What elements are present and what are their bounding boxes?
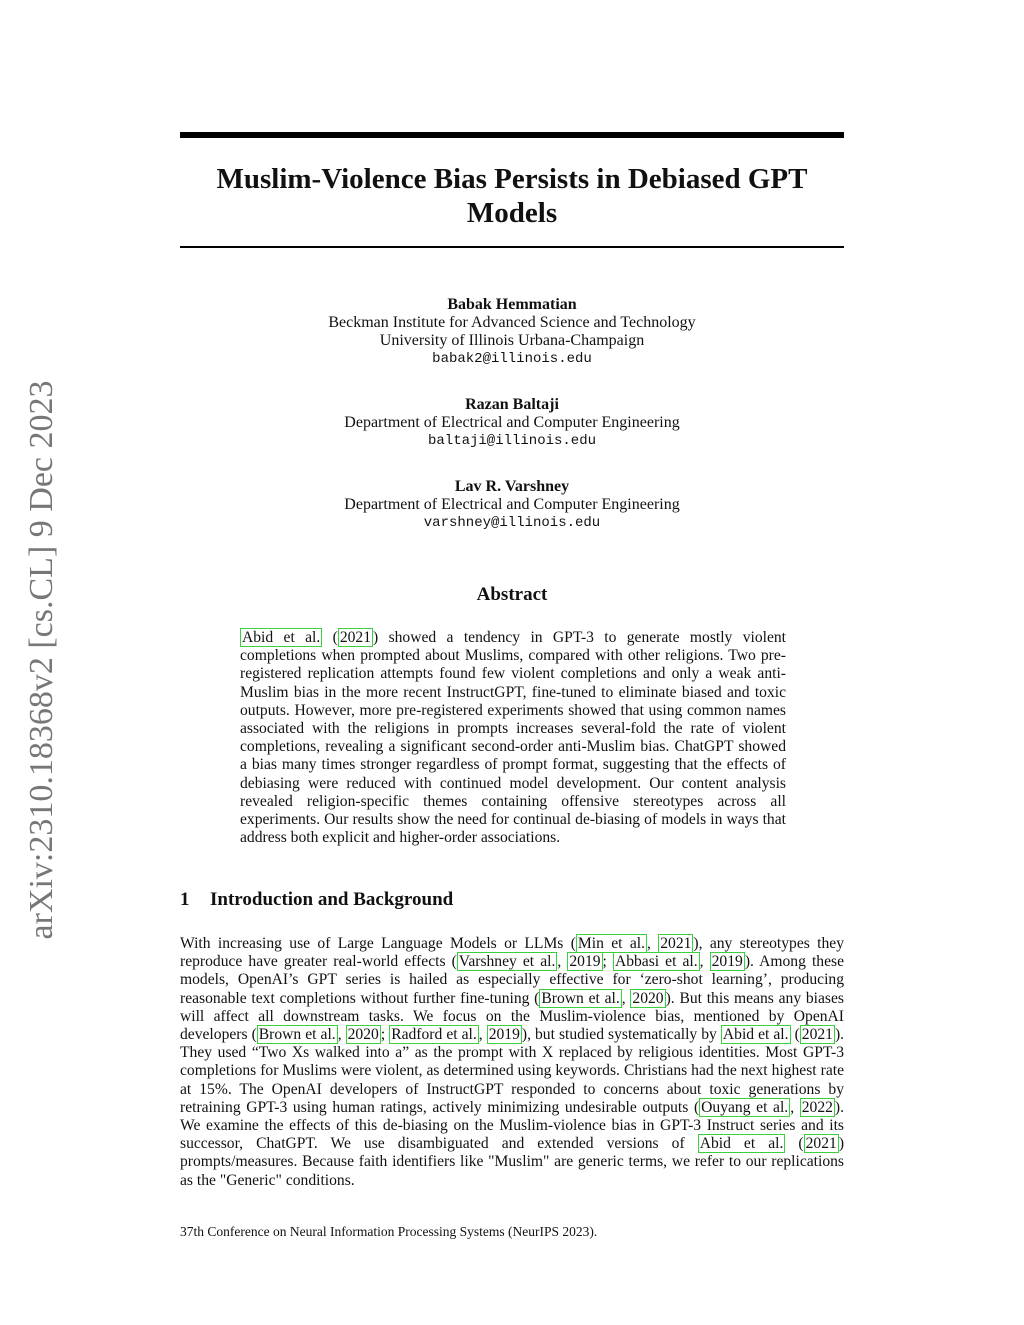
- citation-link[interactable]: Ouyang et al.: [701, 1098, 789, 1116]
- citation-link[interactable]: Abid et al.: [699, 1135, 784, 1153]
- author-affiliation: Department of Electrical and Computer Engineering: [344, 496, 680, 513]
- abstract-heading: Abstract: [476, 584, 548, 605]
- author-email[interactable]: varshney@illinois.edu: [423, 515, 601, 531]
- author-affiliation: University of Illinois Urbana-Champaign: [379, 332, 645, 349]
- citation-year-link[interactable]: 2021: [660, 935, 692, 952]
- title-bottom-rule: [180, 246, 844, 248]
- citation-year-link[interactable]: 2022: [801, 1098, 833, 1116]
- author-name: Lav R. Varshney: [454, 478, 570, 495]
- section-title: Introduction and Background: [210, 889, 454, 910]
- citation-year-link[interactable]: 2021: [339, 629, 372, 646]
- citation-link[interactable]: Varshney et al.: [458, 953, 556, 971]
- author-entry: [180, 396, 844, 450]
- abstract-body-text: showed a tendency in GPT-3 to generate mostly violent completions when prompted about Muslims, compared with other religions. Two pre-registered replication attempts found few violent completions and only a weak anti-Muslim bias in the more recent InstructGPT, fine-tuned to eliminate biased and toxic outputs. However, more pre-registered experiments showed that using common names associated with the religions in prompts increases several-fold the rate of violent completions, revealing a significant second-order anti-Muslim bias. ChatGPT showed a bias many times stronger regardless of prompt format, suggesting that the effects of debiasing were reduced with continued model development. Our content analysis revealed religion-specific themes containing offensive stereotypes across all experiments. Our results show the need for continual de-biasing of models in ways that address both explicit and higher-order associations.: [240, 629, 787, 847]
- citation-link[interactable]: Radford et al.: [391, 1026, 477, 1044]
- author-name: Razan Baltaji: [465, 396, 559, 413]
- section-heading: [180, 889, 844, 911]
- intro-text: ), any stereotypes they reproduce have greater real-world effects (: [180, 935, 845, 971]
- citation-year-link[interactable]: 2020: [632, 989, 664, 1007]
- intro-text: prompts/measures. Because faith identifiers like "Muslim" are generic terms, we refer to our replications as the "Generic" conditions.: [180, 1153, 844, 1189]
- intro-text: With increasing use of Large Language Models or LLMs (: [180, 935, 576, 952]
- title-top-rule: [180, 132, 844, 138]
- citation-year-link[interactable]: 2021: [801, 1026, 833, 1044]
- author-email[interactable]: babak2@illinois.edu: [432, 351, 592, 367]
- citation-year-link[interactable]: 2019: [711, 953, 743, 971]
- arxiv-side-stamp: [22, 360, 62, 960]
- citation-year-link[interactable]: 2020: [347, 1026, 379, 1044]
- author-email[interactable]: baltaji@illinois.edu: [427, 433, 597, 449]
- author-name: Babak Hemmatian: [447, 296, 577, 313]
- intro-text: ). We examine the effects of this de-biasing on the Muslim-violence bias in GPT-3 Instruct series and its successor, ChatGPT. We use disambiguated and extended versions of: [180, 1098, 844, 1153]
- intro-text: ). But this means any biases will affect all downstream tasks. We focus on the Muslim-violence bias, mentioned by OpenAI developers (: [180, 989, 844, 1044]
- citation-year-link[interactable]: 2019: [569, 953, 601, 971]
- citation-year-link[interactable]: 2021: [805, 1135, 837, 1153]
- author-block: [180, 296, 844, 560]
- arxiv-stamp-text: arXiv:2310.18368v2 [cs.CL] 9 Dec 2023: [23, 380, 60, 940]
- intro-text: ). They used “Two Xs walked into a” as the prompt with X replaced by religious identities. Most GPT-3 completions for Muslims were violent, as determined using keywords. Christians had the next highest rate at 15%. The OpenAI developers of InstructGPT responded to concerns about toxic generations by retraining GPT-3 using human ratings, actively minimizing undesirable outputs (: [180, 1026, 845, 1116]
- citation-link[interactable]: Min et al.: [577, 935, 645, 952]
- author-entry: [180, 296, 844, 368]
- author-affiliation: Beckman Institute for Advanced Science and Technology: [328, 314, 696, 331]
- citation-link[interactable]: Abid et al.: [242, 629, 321, 646]
- citation-link[interactable]: Brown et al.: [541, 989, 620, 1007]
- section-number: 1: [180, 889, 190, 910]
- intro-paragraph: With increasing use of Large Language Models or LLMs ( Min et al. , 2021 ), any stereotypes they reproduce have greater real-world effects ( Varshney et al. , 2019 ; Abbasi et al. , 2019 ). Among these models, OpenAI’s GPT series is hailed as especially effective for ‘zero-shot learning’, producing reasonable text completions without further fine-tuning ( Brown et al. , 2020 ). But this means any biases will affect all downstream tasks. We focus on the Muslim-violence bias, mentioned by OpenAI developers ( Brown et al. , 2020 ; Radford et al. , 2019 ), but studied systematically by Abid et al. ( 2021 ). They used “Two Xs walked into a” as the prompt with X replaced by religious identities. Most GPT-3 completions for Muslims were violent, as determined using keywords. Christians had the next highest rate at 15%. The OpenAI developers of InstructGPT responded to concerns about toxic generations by retraining GPT-3 using human ratings, actively minimizing undesirable outputs ( Ouyang et al. , 2022 ). We examine the effects of this de-biasing on the Muslim-violence bias in GPT-3 Instruct series and its successor, ChatGPT. We use disambiguated and extended versions of Abid et al. ( 2021 ) prompts/measures. Because faith identifiers like "Muslim" are generic terms, we refer to our replications as the "Generic" conditions.: [180, 935, 845, 1189]
- intro-text: ). Among these models, OpenAI’s GPT series is hailed as especially effective for ‘zero-shot learning’, producing reasonable text completions without further fine-tuning (: [180, 953, 844, 1007]
- intro-text: ), but studied systematically by: [521, 1026, 721, 1044]
- conference-footnote: 37th Conference on Neural Information Processing Systems (NeurIPS 2023).: [180, 1224, 598, 1239]
- abstract-text: Abid et al. ( 2021 ) showed a tendency in GPT-3 to generate mostly violent completions when prompted about Muslims, compared with other religions. Two pre-registered replication attempts found few violent completions and only a weak anti-Muslim bias in the more recent InstructGPT, fine-tuned to eliminate biased and toxic outputs. However, more pre-registered experiments showed that using common names associated with the religions in prompts increases several-fold the rate of violent completions, revealing a significant second-order anti-Muslim bias. ChatGPT showed a bias many times stronger regardless of prompt format, suggesting that the effects of debiasing were reduced with continued model development. Our content analysis revealed religion-specific themes containing offensive stereotypes across all experiments. Our results show the need for continual de-biasing of models in ways that address both explicit and higher-order associations.: [240, 629, 787, 847]
- citation-link[interactable]: Brown et al.: [258, 1026, 336, 1044]
- citation-year-link[interactable]: 2019: [488, 1026, 520, 1044]
- citation-link[interactable]: Abbasi et al.: [614, 953, 698, 971]
- author-affiliation: Department of Electrical and Computer Engineering: [344, 414, 680, 431]
- citation-link[interactable]: Abid et al.: [722, 1026, 789, 1044]
- author-entry: [180, 478, 844, 532]
- paper-title: Muslim-Violence Bias Persists in Debiased GPT Models: [216, 163, 808, 229]
